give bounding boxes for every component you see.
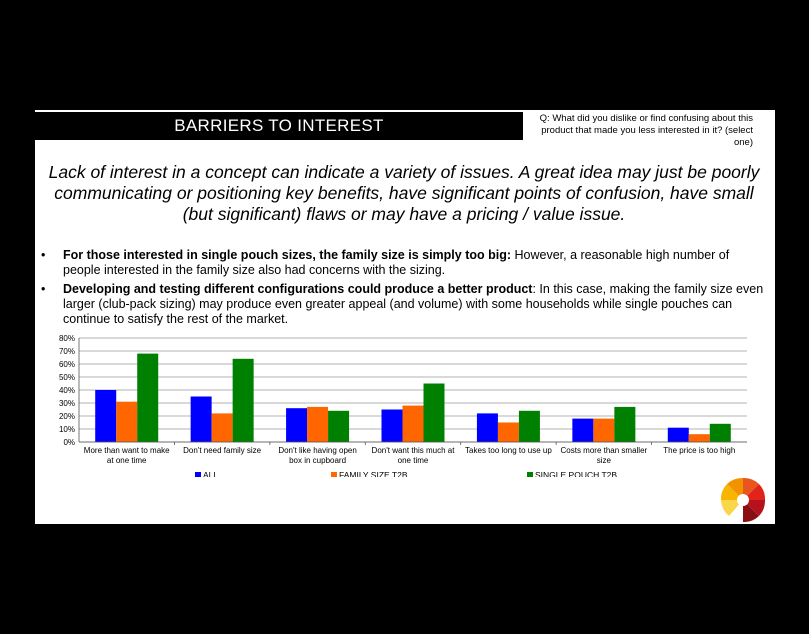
y-tick-label: 30% [58,399,75,408]
bullet-marker: • [41,282,46,296]
legend-swatch [331,472,337,477]
legend-swatch [527,472,533,477]
bar [116,402,137,442]
legend-swatch [195,472,201,477]
bullet-text: : In this case, making the family size even larger (club-pack sizing) may produce even greater appeal (and volume) with some households while single pouches can continue to satisfy the rest of the market. [63,282,764,326]
bar [614,407,635,442]
x-tick-label: Don't like having open box in cupboard [278,446,357,465]
bar [382,410,403,443]
bar [212,413,233,442]
headline-text: Lack of interest in a concept can indicate a variety of issues. A great idea may just be poorly communicating or positioning key benefits, have significant points of confusion, have small (but significant) flaws or may have a pricing / value issue. [48,162,760,224]
y-tick-label: 80% [58,334,75,343]
y-tick-label: 70% [58,347,75,356]
slide-title: BARRIERS TO INTEREST [35,112,523,140]
x-tick-label: The price is too high [663,446,736,455]
x-tick-label: Don't need family size [183,446,262,455]
x-tick-label: Costs more than smaller size [560,446,648,465]
bullet-bold-text: For those interested in single pouch sizes, the family size is simply too big: [63,248,512,262]
bar [307,407,328,442]
bullet-list [39,248,767,331]
bullet-item [39,248,767,278]
bar [95,390,116,442]
bar [286,408,307,442]
bar [233,359,254,442]
bar [477,413,498,442]
bar [593,419,614,442]
bar [424,384,445,443]
bar [668,428,689,442]
brand-logo-icon [717,474,769,522]
legend-label: ALL [203,470,219,477]
bar [328,411,349,442]
bar [191,397,212,443]
x-tick-label: Takes too long to use up [465,446,552,455]
bar [710,424,731,442]
bar [689,434,710,442]
y-tick-label: 50% [58,373,75,382]
legend-label: SINGLE POUCH T2B [535,470,618,477]
bar [498,423,519,443]
bar [403,406,424,442]
bar [137,354,158,442]
y-tick-label: 60% [58,360,75,369]
bullet-marker: • [41,248,46,262]
y-tick-label: 20% [58,412,75,421]
y-tick-label: 40% [58,386,75,395]
survey-question: Q: What did you dislike or find confusing about this product that made you less interested in it? (select one) [539,113,753,148]
x-tick-label: More than want to make at one time [83,446,170,465]
bar-chart [35,332,775,477]
y-tick-label: 0% [63,438,75,447]
slide [35,110,775,524]
legend-label: FAMILY SIZE T2B [339,470,408,477]
bullet-bold-text: Developing and testing different configurations could produce a better product [63,282,533,296]
bullet-text: However, a reasonable high number of people interested in the family size also had concerns with the sizing. [63,248,730,277]
bar [519,411,540,442]
x-tick-label: Don't want this much at one time [371,446,455,465]
bar [572,419,593,442]
bullet-item [39,282,767,327]
y-tick-label: 10% [58,425,75,434]
